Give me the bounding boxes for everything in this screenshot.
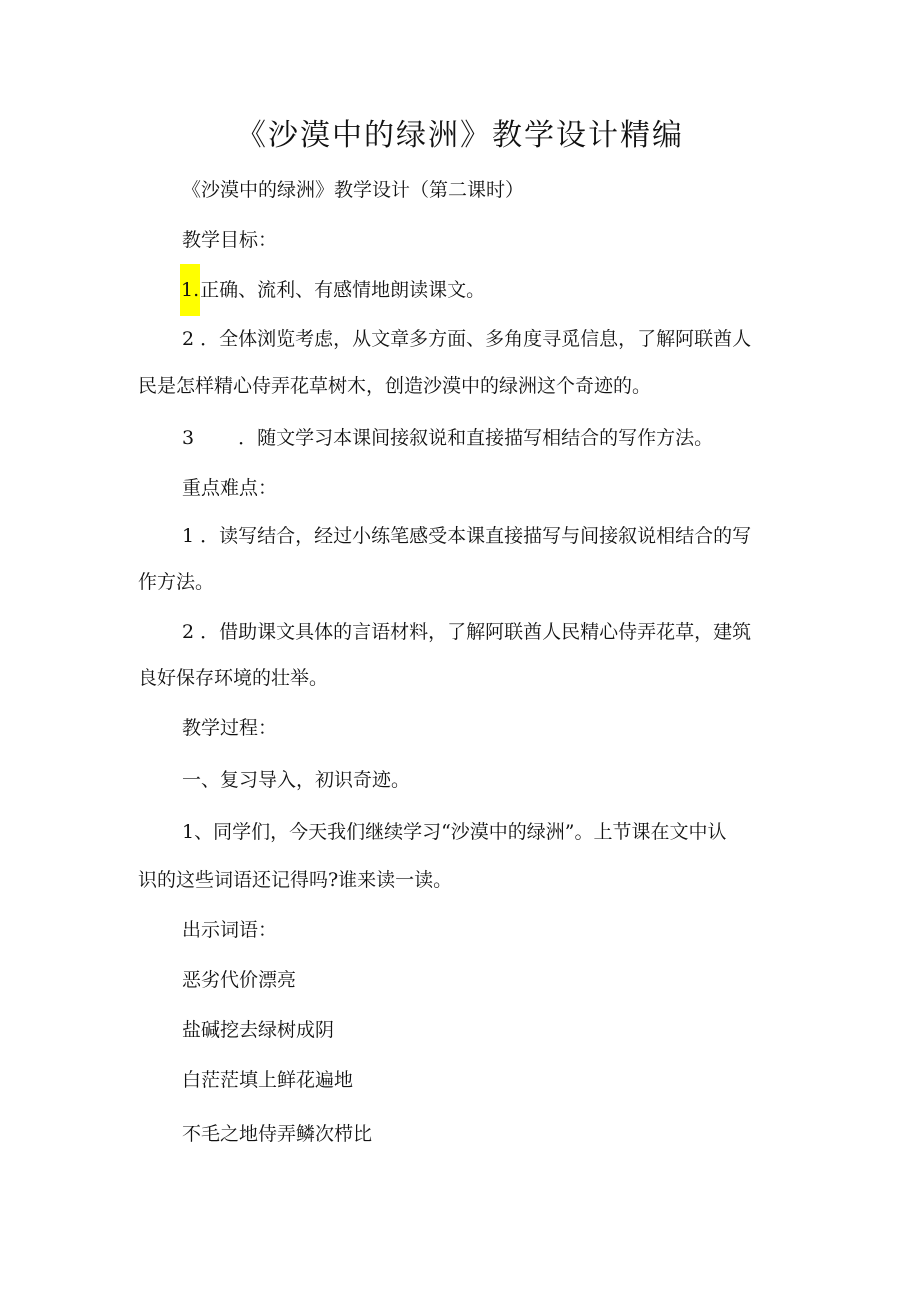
word-list-item: 不毛之地侍弄鳞次栉比 <box>182 1123 373 1145</box>
key-point-2-line-1: 2 ．借助课文具体的言语材料，了解阿联酋人民精心侍弄花草，建筑 <box>182 621 752 643</box>
goal-3-number: 3 <box>182 427 195 449</box>
goal-1 <box>180 276 485 304</box>
word-list-item: 盐碱挖去绿树成阴 <box>182 1019 335 1041</box>
word-list-item: 恶劣代价漂亮 <box>182 969 297 991</box>
goals-heading: 教学目标： <box>182 229 278 251</box>
key-point-1-line-2: 作方法。 <box>138 571 215 593</box>
word-list-item: 白茫茫填上鲜花遍地 <box>182 1069 354 1091</box>
show-words-label: 出示词语： <box>182 919 278 941</box>
process-heading: 教学过程： <box>182 717 278 739</box>
step-1-heading: 一、复习导入，初识奇迹。 <box>182 769 411 791</box>
goal-2-line-2: 民是怎样精心侍弄花草树木，创造沙漠中的绿洲这个奇迹的。 <box>138 375 652 397</box>
goal-3 <box>182 424 713 452</box>
goal-1-number-highlight: 1. <box>180 264 200 316</box>
step-1-1-line-1: 1、同学们，今天我们继续学习“沙漠中的绿洲”。上节课在文中认 <box>182 821 727 843</box>
document-subtitle: 《沙漠中的绿洲》教学设计（第二课时） <box>182 179 525 201</box>
key-point-1-line-1: 1 ．读写结合，经过小练笔感受本课直接描写与间接叙说相结合的写 <box>182 525 752 547</box>
goal-3-text: ．随文学习本课间接叙说和直接描写相结合的写作方法。 <box>238 427 714 449</box>
document-title: 《沙漠中的绿洲》教学设计精编 <box>236 118 684 153</box>
step-1-1-line-2: 识的这些词语还记得吗?谁来读一读。 <box>138 869 453 891</box>
key-points-heading: 重点难点： <box>182 477 278 499</box>
key-point-2-line-2: 良好保存环境的壮举。 <box>138 667 329 689</box>
goal-2-line-1: 2 ．全体浏览考虑，从文章多方面、多角度寻觅信息，了解阿联酋人 <box>182 328 752 350</box>
goal-1-text: 正确、流利、有感情地朗读课文。 <box>200 279 486 301</box>
